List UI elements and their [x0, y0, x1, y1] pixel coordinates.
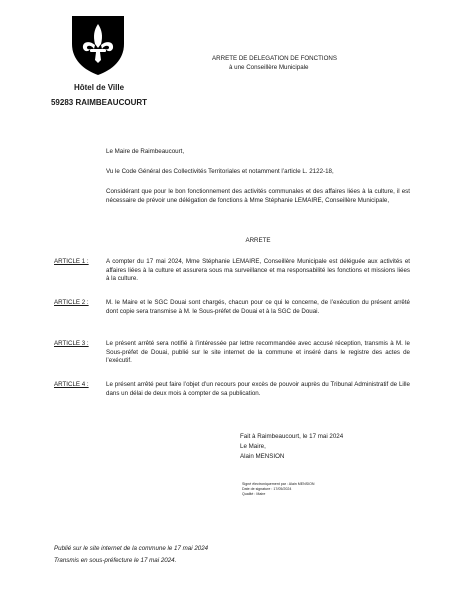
stamp-line-2: Date de signature : 17/05/2024 [242, 487, 292, 491]
signature-block [240, 432, 343, 462]
stamp-line-3: Qualité : Maire [242, 492, 266, 496]
article-2-label: ARTICLE 2 : [54, 299, 89, 306]
salutation: Le Maire de Raimbeaucourt, [106, 148, 185, 155]
considerant-paragraph: Considérant que pour le bon fonctionnement des activités communales et des affaires liées à la culture, il est nécessaire de prévoir une délégation de fonctions à Mme Stéphanie LEMAIRE, Conseillère Municipale, [106, 188, 410, 204]
arrete-heading: ARRETE [245, 237, 271, 244]
publication-line-2: Transmis en sous-préfecture le 17 mai 2024. [54, 557, 177, 564]
electronic-signature-stamp [242, 482, 315, 497]
title-line-2: à une Conseillère Municipale [229, 63, 309, 71]
article-2-text: M. le Maire et le SGC Douai sont chargés, chacun pour ce qui le concerne, de l’exécution du présent arrêté dont copie sera transmise à M. le Sous-préfet de Douai et à la SGC de Douai. [106, 299, 410, 315]
hotel-label: Hôtel de Ville [73, 83, 125, 92]
article-1-text: A compter du 17 mai 2024, Mme Stéphanie LEMAIRE, Conseillère Municipale est déléguée aux activités et affaires liées à la culture et assurera sous ma surveillance et ma responsabilité les fonctions et missions liées à la culture. [106, 258, 410, 283]
publication-note [54, 543, 208, 567]
place-date: Fait à Raimbeaucourt, le 17 mai 2024 [240, 433, 344, 440]
article-3-text: Le présent arrêté sera notifié à l’intéressée par lettre recommandée avec accusé réception, transmis à M. le Sous-préfet de Douai, publié sur le site internet de la commune et inséré dans le registre des actes de l’exécutif. [106, 340, 410, 365]
publication-line-1: Publié sur le site internet de la commune le 17 mai 2024 [54, 545, 209, 552]
address-label: 59283 RAIMBEAUCOURT [50, 98, 148, 107]
fleur-de-lis-crest-icon [70, 14, 126, 76]
vu-paragraph: Vu le Code Général des Collectivités Territoriales et notamment l’article L. 2122-18, [106, 168, 334, 175]
article-4-text: Le présent arrêté peut faire l’objet d’un recours pour excès de pouvoir auprès du Tribunal Administratif de Lille dans un délai de deux mois à compter de sa publication. [106, 381, 410, 397]
article-3-label: ARTICLE 3 : [54, 340, 89, 347]
signer-name: Alain MENSION [240, 453, 285, 460]
article-1-label: ARTICLE 1 : [54, 258, 89, 265]
document-title [212, 55, 412, 72]
signer-role: Le Maire, [240, 443, 266, 450]
hotel-de-ville-block [40, 80, 158, 110]
title-line-1: ARRETE DE DELEGATION DE FONCTIONS [212, 55, 338, 62]
stamp-line-1: Signé électroniquement par : Alain MENSION [242, 482, 315, 486]
article-4-label: ARTICLE 4 : [54, 381, 89, 388]
